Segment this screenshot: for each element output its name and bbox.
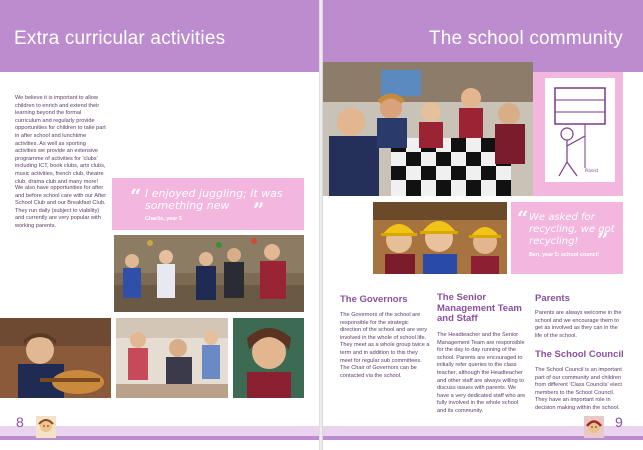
child-portrait-drawing-icon bbox=[36, 416, 56, 438]
drawing-caption: Pianist bbox=[585, 168, 599, 173]
open-quote-icon: “ bbox=[517, 206, 529, 230]
right-page-number: 9 bbox=[615, 414, 623, 430]
recycling-quote-text: We asked for recycling, we got recycling! bbox=[529, 212, 615, 247]
juggling-children-photo bbox=[114, 235, 304, 312]
intro-paragraph: We believe it is important to allow children to enrich and extend their learning beyond the formal curriculum and regularly provide opportunities for children to take part in after school and lunchtime activities. As well as sporting activities we provide an extensive programme of activities for 'clubs' including ICT, book clubs, arts clubs, music activities, french club, theatre club, drama club and many more! bbox=[15, 95, 106, 185]
school-council-heading: The School Council bbox=[535, 349, 624, 360]
recycling-quote-box bbox=[511, 202, 623, 274]
hard-hat-children-photo bbox=[373, 202, 507, 274]
child-portrait-drawing-icon bbox=[584, 416, 604, 438]
left-page bbox=[0, 0, 321, 450]
pianist-drawing-panel bbox=[533, 72, 623, 196]
parents-heading: Parents bbox=[535, 293, 570, 304]
governors-heading: The Governors bbox=[340, 294, 408, 305]
right-page bbox=[321, 0, 643, 450]
governors-body: The Governors of the school are responsible for the strategic direction of the school and are very involved in the whole of school life. They meet as a whole group twice a term and in addition to this they meet for regular sub committees. The Chair of Governors can be contacted via the school. bbox=[340, 312, 430, 379]
smiling-girl-photo bbox=[233, 318, 304, 398]
parents-body: Parents are always welcome in the school and we encourage them to get as involved as they can in the life of the school. bbox=[535, 310, 622, 339]
juggling-quote-box bbox=[112, 178, 304, 230]
right-page-title: The school community bbox=[428, 28, 623, 49]
open-quote-icon: “ bbox=[130, 184, 142, 208]
senior-management-body: The Headteacher and the Senior Management Team are responsible for the day to day running of the school. Parents are encouraged to initially refer queries to the class teacher, although the Headteacher and other staff are always willing to discuss issues with parents. We have a very dedicated staff who are fully involved in the whole school and its community. bbox=[437, 332, 526, 414]
page-spine bbox=[319, 0, 323, 450]
care-paragraph: We also have opportunities for after and before school care with our After School Club and our Breakfast Club. They run daily (subject to viability) and currently are very popular with working parents. bbox=[15, 185, 107, 229]
left-page-number: 8 bbox=[16, 414, 24, 430]
juggling-quote-attribution: Charlie, year 5 bbox=[145, 216, 182, 222]
drama-children-photo bbox=[116, 318, 228, 398]
pianist-child-drawing bbox=[545, 78, 615, 182]
guitar-boy-photo bbox=[0, 318, 111, 398]
school-council-body: The School Council is an important part of our community and children from different 'Class Councils' elect members to the School Council. They have an important role in decision making within the school. bbox=[535, 367, 622, 411]
senior-management-heading: The Senior Management Team and Staff bbox=[437, 292, 522, 324]
close-quote-icon: ” bbox=[253, 198, 265, 222]
classroom-floor-activity-photo bbox=[321, 62, 533, 196]
recycling-quote-attribution: Ben, year 5: school council bbox=[529, 252, 599, 258]
juggling-quote-text: I enjoyed juggling; it was something new bbox=[145, 187, 283, 212]
left-page-title: Extra curricular activities bbox=[14, 28, 226, 49]
close-quote-icon: ” bbox=[597, 228, 609, 252]
